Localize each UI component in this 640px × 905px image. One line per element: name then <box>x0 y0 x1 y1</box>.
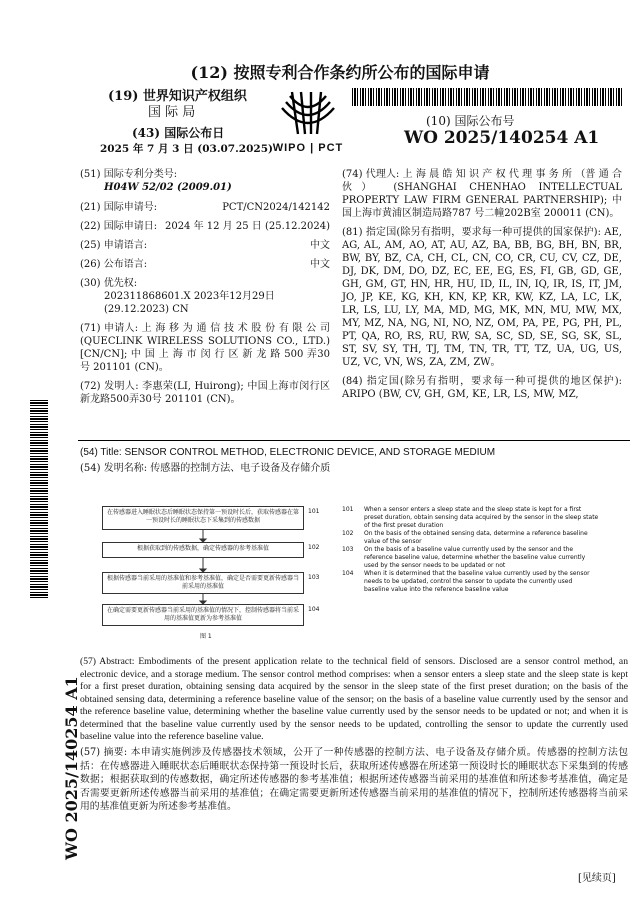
wipo-emblem-icon <box>268 88 348 138</box>
org-name: (19) 世界知识产权组织 <box>108 89 247 104</box>
legend-num-104: 104 <box>342 570 354 577</box>
field-51-value: H04W 52/02 (2009.01) <box>104 182 232 193</box>
flow-step-103: 根据传感器当前采用的基准值和参考基准值，确定是否需要更新传感器当前采用的基准值 <box>102 572 304 594</box>
flow-step-102: 根据获取到的传感数据，确定传感器的参考基准值 <box>102 542 304 558</box>
field-26-value: 中文 <box>310 259 330 270</box>
field-25-label: (25) 申请语言: <box>80 240 148 251</box>
pub-number-label: (10) 国际公布号 <box>426 114 515 128</box>
flow-label-101: 101 <box>308 508 320 515</box>
flow-step-104: 在确定需要更新传感器当前采用的基准值的情况下，控制传感器将当前采用的基准值更新为参考基准值 <box>102 604 304 626</box>
org-bureau: 国 际 局 <box>148 105 196 120</box>
field-25-value: 中文 <box>310 240 330 251</box>
abstract-en: (57) Abstract: Embodiments of the present application relate to the technical field of sensors. Disclosed are a sensor control method, an electronic device, and a storage medium. The sensor control method comprises: when a sensor enters a sleep state and the sleep state is kept for a first preset duration, obtaining sensing data acquired by the sensor in the sleep state of the first preset duration; on the basis of the obtained sensing data, determining a reference baseline value of the sensor; on the basis of a baseline value currently used by the sensor and the reference baseline value, determining whether the baseline value currently used by the sensor needs to be updated or not; and when it is determined that the baseline value currently used by the sensor needs to be updated, controlling the sensor to update the currently used baseline value into the reference baseline value. <box>80 656 628 742</box>
wipo-pct-text: WIPO | PCT <box>272 142 344 154</box>
field-81-states: (81) 指定国(除另有指明，要求每一种可提供的国家保护): AE, AG, AL, AM, AO, AT, AU, AZ, BA, BB, BG, BH, BN, BR, BW, BY, BZ, CA, CH, CL, CN, CO, CR, CU, CV, CZ, DE, DJ, DK, DM, DO, DZ, EC, EE, EG, ES, FI, GB, GD, GE, GH, GM, GT, HN, HR, HU, ID, IL, IN, IQ, IR, IS, IT, JM, JO, JP, KE, KG, KH, KN, KP, KR, KW, KZ, LA, LC, LK, LR, LS, LU, LY, MA, MD, MG, MK, MN, MU, MW, MX, MY, MZ, NA, NG, NI, NO, NZ, OM, PA, PE, PG, PH, PL, PT, QA, RO, RS, RU, RW, SA, SC, SD, SE, SG, SK, SL, ST, SV, SY, TH, TJ, TM, TN, TR, TT, TZ, UA, UG, US, UZ, VC, VN, WS, ZA, ZM, ZW。 <box>342 227 622 368</box>
abstract-zh: (57) 摘要: 本申请实施例涉及传感器技术领域，公开了一种传感器的控制方法、电子设备及存储介质。传感器的控制方法包括：在传感器进入睡眠状态后睡眠状态保持第一预设时长后，获取所述传感器在所述第一预设时长的睡眠状态下采集到的传感数据；根据获取到的传感数据，确定所述传感器的参考基准值；根据所述传感器当前采用的基准值和所述参考基准值，确定是否需要更新所述传感器当前采用的基准值；在确定需要更新所述传感器当前采用的基准值的情况下，控制所述传感器将当前采用的基准值更新为所述参考基准值。 <box>80 747 628 812</box>
field-71-applicant: (71) 申请人: 上 海 移 为 通 信 技 术 股 份 有 限 公 司(QUECLINK WIRELESS SOLUTIONS CO., LTD.) [CN/CN]; 中 国 上 海 市 闵 行 区 新 龙 路 500 弄30号 201101 (CN)。 <box>80 323 330 373</box>
field-21-label: (21) 国际申请号: <box>80 202 158 213</box>
title-en: (54) Title: SENSOR CONTROL METHOD, ELECTRONIC DEVICE, AND STORAGE MEDIUM <box>80 447 496 458</box>
flow-label-103: 103 <box>308 574 320 581</box>
field-72-inventor: (72) 发明人: 李惠荣(LI, Huirong); 中国上海市闵行区新龙路500弄30号 201101 (CN)。 <box>80 381 330 405</box>
pub-number: WO 2025/140254 A1 <box>404 128 600 148</box>
legend-text-102: On the basis of the obtained sensing data, determine a reference baseline value of the sensor <box>364 530 588 545</box>
field-30-label: (30) 优先权: <box>80 278 138 289</box>
legend-text-103: On the basis of a baseline value currently used by the sensor and the reference baseline value, determine whether the baseline value currently used by the sensor needs to be updated or not <box>364 546 586 569</box>
figure-caption: 图 1 <box>200 633 212 640</box>
title-zh: (54) 发明名称: 传感器的控制方法、电子设备及存储介质 <box>80 463 331 474</box>
field-84-regional: (84) 指定国(除另有指明，要求每一种可提供的地区保护): ARIPO (BW, CV, GH, GM, KE, LR, LS, MW, MZ, <box>342 376 622 400</box>
legend-text-101: When a sensor enters a sleep state and the sleep state is kept for a first preset duration, obtain sensing data acquired by the sensor in the sleep state of the first preset duration <box>364 506 599 529</box>
biblio-left <box>80 168 330 406</box>
field-74-agent: (74) 代理人: 上 海 晨 皓 知 识 产 权 代 理 事 务 所 （普 通 合 伙） (SHANGHAI CHENHAO INTELLECTUAL PROPERTY LAW FIRM GENERAL PARTNERSHIP); 中国上海市黄浦区制造局路787 号二幢202B室 200011 (CN)。 <box>342 169 622 219</box>
flow-step-101: 在传感器进入睡眠状态后睡眠状态保持第一预设时长后，获取传感器在第一预设时长的睡眠状态下采集到的传感数据 <box>102 506 304 530</box>
field-22-label: (22) 国际申请日: <box>80 221 158 232</box>
flow-label-102: 102 <box>308 544 320 551</box>
legend-text-104: When it is determined that the baseline value currently used by the sensor needs to be updated, control the sensor to update the currently used baseline value into the reference baseline value <box>364 570 590 593</box>
barcode-horizontal <box>352 88 622 106</box>
legend-num-101: 101 <box>342 506 354 513</box>
flow-label-104: 104 <box>308 606 320 613</box>
divider <box>78 440 630 441</box>
document-title: (12) 按照专利合作条约所公布的国际申请 <box>190 63 490 82</box>
pub-date-label: (43) 国际公布日 <box>132 126 225 140</box>
field-51-label: (51) 国际专利分类号: <box>80 169 178 180</box>
field-21-value: PCT/CN2024/142142 <box>222 202 330 213</box>
flow-arrows <box>198 530 208 606</box>
continued-note: [见续页] <box>578 873 616 884</box>
pub-date: 2025 年 7 月 3 日 (03.07.2025) <box>100 143 273 155</box>
field-22-value: 2024 年 12 月 25 日 (25.12.2024) <box>164 221 330 232</box>
vertical-pub-number: WO 2025/140254 A1 <box>62 676 81 860</box>
field-26-label: (26) 公布语言: <box>80 259 148 270</box>
legend-num-103: 103 <box>342 546 354 553</box>
wipo-logo <box>268 88 348 154</box>
legend-num-102: 102 <box>342 530 354 537</box>
biblio-right <box>342 168 622 401</box>
barcode-vertical <box>30 400 48 600</box>
field-30-value: 202311868601.X 2023年12月29日 (29.12.2023) CN <box>104 291 275 315</box>
